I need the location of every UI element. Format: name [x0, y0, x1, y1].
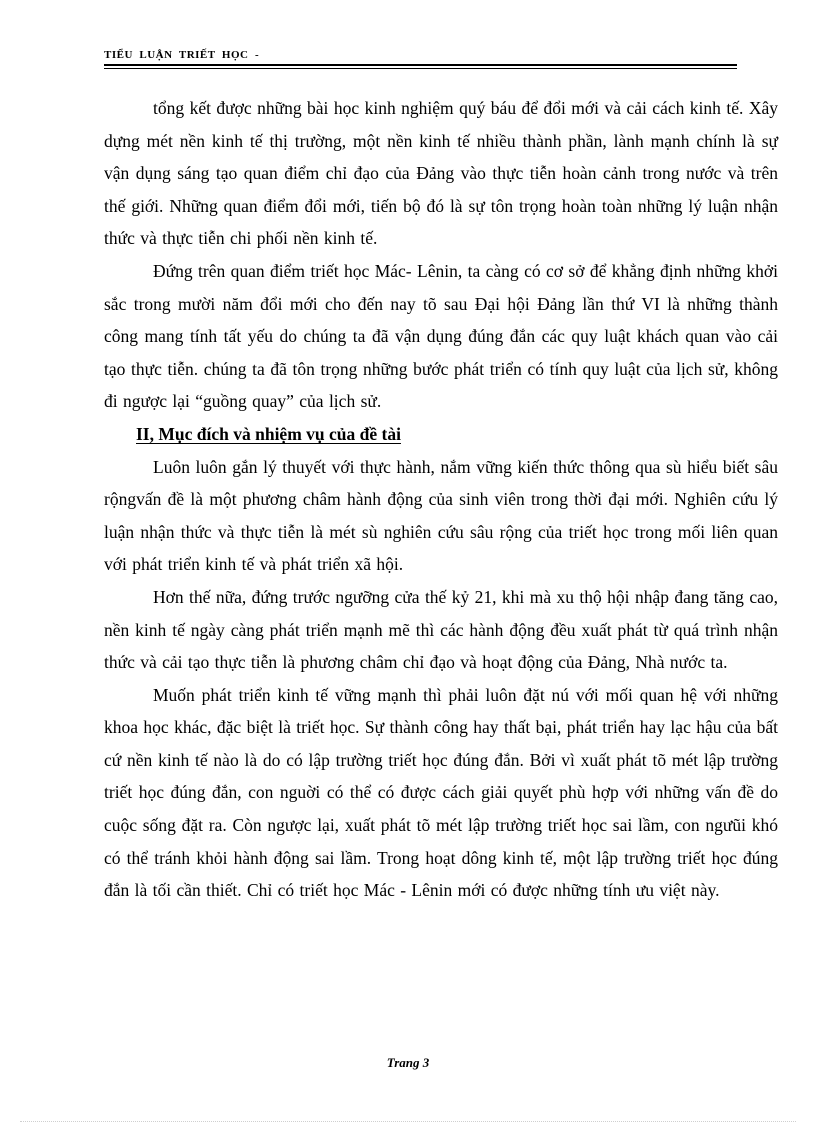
document-body: [104, 92, 778, 907]
page-number: Trang 3: [386, 1055, 430, 1070]
paragraph-5: Muốn phát triển kinh tế vững mạnh thì phải luôn đặt nú với mối quan hệ với những khoa học khác, đặc biệt là triết học. Sự thành công hay thất bại, phát triển hay lạc hậu của bất cứ nền kinh tế nào là do có lập trường triết học đúng đắn. Bởi vì xuất phát tõ mét lập trường triết học đúng đắn, con nguời có thể có được cách giải quyết phù hợp với những vấn đề do cuộc sống đặt ra. Còn ngược lại, xuất phát tõ mét lập trường triết học sai lầm, con ngưũi khó có thể tránh khỏi hành động sai lầm. Trong hoạt dông kinh tế, một lập trường triết học đúng đắn là tối cần thiết. Chỉ có triết học Mác - Lênin mới có được những tính ưu việt này.: [104, 684, 778, 901]
page-bottom-divider: [20, 1121, 796, 1122]
header-rule-thick: [104, 64, 737, 66]
paragraph-1: tổng kết được những bài học kinh nghiệm quý báu để đổi mới và cải cách kinh tế. Xây dựng mét nền kinh tế thị trường, một nền kinh tế nhiều thành phần, lành mạnh chính là sự vận dụng sáng tạo quan điểm chỉ đạo của Đảng vào thực tiễn hoàn cảnh trong nước và trên thế giới. Những quan điểm đổi mới, tiến bộ đó là sự tôn trọng hoàn toàn những lý luận nhận thức và thực tiễn chi phối nền kinh tế.: [104, 98, 778, 249]
paragraph-4: Hơn thế nữa, đứng trước ngưỡng cửa thế kỷ 21, khi mà xu thộ hội nhập đang tăng cao, nền kinh tế ngày càng phát triển mạnh mẽ thì các hành động đều xuất phát từ quá trình nhận thức và cải tạo thực tiễn là phương châm chỉ đạo và hoạt động của Đảng, Nhà nước ta.: [104, 586, 778, 673]
paragraph-3: Luôn luôn gắn lý thuyết với thực hành, nắm vững kiến thức thông qua sù hiểu biết sâu rộngvấn đề là một phương châm hành động của sinh viên trong thời đại mới. Nghiên cứu lý luận nhận thức và thực tiễn là mét sù nghiên cứu sâu rộng của triết học trong mối liên quan với phát triển kinh tế và phát triển xã hội.: [104, 456, 778, 575]
section-heading-text: II, Mục đích và nhiệm vụ của đề tài: [136, 423, 401, 444]
running-header-title: TIỂU LUẬN TRIẾT HỌC -: [104, 49, 260, 61]
header-rule-thin: [104, 68, 737, 69]
paragraph-2: Đứng trên quan điểm triết học Mác- Lênin, ta càng có cơ sở để khẳng định những khởi sắc trong mười năm đổi mới cho đến nay tõ sau Đại hội Đảng lần thứ VI là những thành công mang tính tất yếu do chúng ta đã vận dụng đúng đắn các quy luật khách quan vào cải tạo thực tiễn. chúng ta đã tôn trọng những bước phát triển có tính quy luật của lịch sử, không đi ngược lại “guồng quay” của lịch sử.: [104, 260, 778, 412]
section-heading: [104, 418, 778, 451]
